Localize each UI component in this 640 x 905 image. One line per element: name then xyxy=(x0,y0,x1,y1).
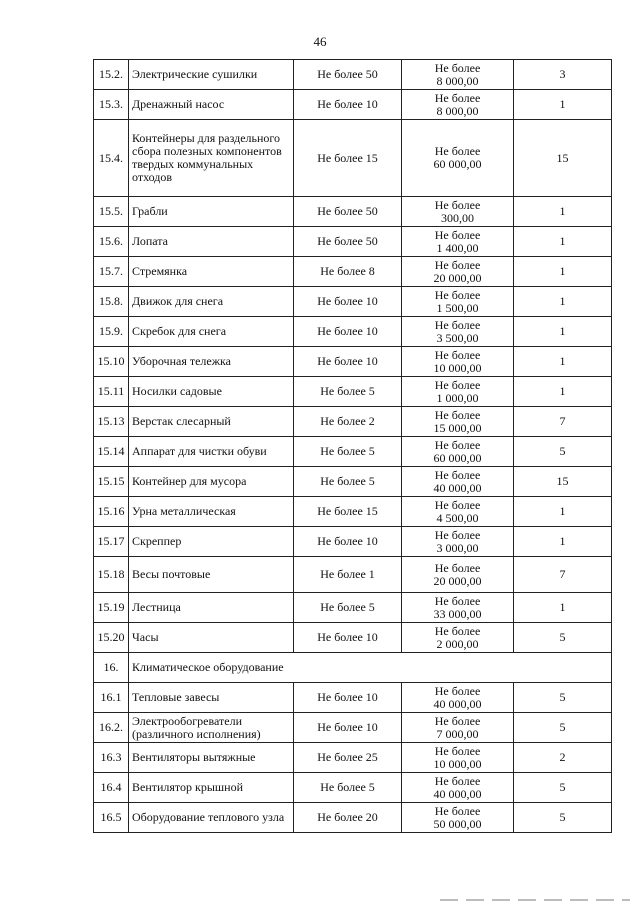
item-service-life: 1 xyxy=(514,197,612,227)
price-value: 7 000,00 xyxy=(436,726,479,741)
row-number: 16.1 xyxy=(94,683,129,713)
item-price xyxy=(402,593,514,623)
item-name: Часы xyxy=(129,623,294,653)
item-price xyxy=(402,683,514,713)
price-limit-label: Не более xyxy=(434,560,481,575)
item-service-life: 15 xyxy=(514,120,612,197)
item-price xyxy=(402,437,514,467)
item-quantity: Не более 25 xyxy=(294,743,402,773)
price-value: 40 000,00 xyxy=(433,696,482,711)
row-number: 16.2. xyxy=(94,713,129,743)
item-quantity: Не более 10 xyxy=(294,287,402,317)
table-row xyxy=(94,803,612,833)
row-number: 15.4. xyxy=(94,120,129,197)
item-quantity: Не более 5 xyxy=(294,773,402,803)
row-number: 15.3. xyxy=(94,90,129,120)
price-limit-label: Не более xyxy=(434,317,481,332)
item-service-life: 1 xyxy=(514,317,612,347)
item-service-life: 5 xyxy=(514,623,612,653)
table-row xyxy=(94,713,612,743)
item-service-life: 5 xyxy=(514,803,612,833)
table-row xyxy=(94,407,612,437)
item-quantity: Не более 15 xyxy=(294,497,402,527)
item-service-life: 1 xyxy=(514,347,612,377)
item-quantity: Не более 5 xyxy=(294,467,402,497)
price-value: 20 000,00 xyxy=(433,573,482,588)
row-number: 15.9. xyxy=(94,317,129,347)
price-limit-label: Не более xyxy=(434,144,481,158)
item-quantity: Не более 10 xyxy=(294,90,402,120)
item-service-life: 7 xyxy=(514,557,612,593)
item-quantity: Не более 8 xyxy=(294,257,402,287)
price-value: 60 000,00 xyxy=(433,450,482,465)
item-name: Верстак слесарный xyxy=(129,407,294,437)
price-value: 50 000,00 xyxy=(433,816,482,831)
price-limit-label: Не более xyxy=(434,257,481,272)
price-value: 10 000,00 xyxy=(433,756,482,771)
item-name: Оборудование теплового узла xyxy=(129,803,294,833)
item-service-life: 1 xyxy=(514,90,612,120)
item-price xyxy=(402,467,514,497)
table-row xyxy=(94,227,612,257)
price-value: 40 000,00 xyxy=(433,480,482,495)
item-name: Контейнер для мусора xyxy=(129,467,294,497)
item-price xyxy=(402,773,514,803)
price-limit-label: Не более xyxy=(434,683,481,698)
item-name: Аппарат для чистки обуви xyxy=(129,437,294,467)
item-name: Носилки садовые xyxy=(129,377,294,407)
price-limit-label: Не более xyxy=(434,287,481,302)
row-number: 15.15 xyxy=(94,467,129,497)
price-value: 8 000,00 xyxy=(436,103,479,118)
table-row xyxy=(94,593,612,623)
price-limit-label: Не более xyxy=(434,527,481,542)
row-number: 15.5. xyxy=(94,197,129,227)
item-quantity: Не более 50 xyxy=(294,197,402,227)
item-price xyxy=(402,120,514,197)
price-value: 40 000,00 xyxy=(433,786,482,801)
item-quantity: Не более 15 xyxy=(294,120,402,197)
row-number: 15.6. xyxy=(94,227,129,257)
item-name: Электрообогреватели (различного исполнения) xyxy=(129,713,294,743)
item-quantity: Не более 10 xyxy=(294,683,402,713)
table-row xyxy=(94,497,612,527)
row-number: 15.16 xyxy=(94,497,129,527)
price-value: 3 500,00 xyxy=(436,330,479,345)
item-name: Стремянка xyxy=(129,257,294,287)
item-price xyxy=(402,713,514,743)
row-number: 15.11 xyxy=(94,377,129,407)
table-row xyxy=(94,317,612,347)
price-limit-label: Не более xyxy=(434,377,481,392)
price-limit-label: Не более xyxy=(434,773,481,788)
item-quantity: Не более 5 xyxy=(294,593,402,623)
price-value: 15 000,00 xyxy=(433,420,482,435)
table-row xyxy=(94,743,612,773)
table-row xyxy=(94,527,612,557)
item-price xyxy=(402,287,514,317)
item-service-life: 1 xyxy=(514,497,612,527)
item-price xyxy=(402,407,514,437)
scan-artifact-marks xyxy=(440,899,630,901)
item-price xyxy=(402,557,514,593)
item-quantity: Не более 10 xyxy=(294,713,402,743)
item-quantity: Не более 20 xyxy=(294,803,402,833)
price-value: 8 000,00 xyxy=(436,73,479,88)
item-service-life: 3 xyxy=(514,60,612,90)
price-value: 1 500,00 xyxy=(436,300,479,315)
row-number: 15.7. xyxy=(94,257,129,287)
table-row xyxy=(94,257,612,287)
price-limit-label: Не более xyxy=(434,227,481,242)
item-service-life: 1 xyxy=(514,593,612,623)
item-service-life: 1 xyxy=(514,287,612,317)
item-price xyxy=(402,347,514,377)
item-name: Дренажный насос xyxy=(129,90,294,120)
table-row xyxy=(94,197,612,227)
item-price xyxy=(402,90,514,120)
row-number: 15.14 xyxy=(94,437,129,467)
price-limit-label: Не более xyxy=(434,497,481,512)
price-limit-label: Не более xyxy=(434,593,481,608)
item-price xyxy=(402,317,514,347)
price-value: 2 000,00 xyxy=(436,636,479,651)
item-service-life: 7 xyxy=(514,407,612,437)
item-quantity: Не более 5 xyxy=(294,377,402,407)
row-number: 16.3 xyxy=(94,743,129,773)
item-quantity: Не более 2 xyxy=(294,407,402,437)
page-number: 46 xyxy=(313,34,327,49)
table-row xyxy=(94,467,612,497)
row-number: 15.2. xyxy=(94,60,129,90)
price-limit-label: Не более xyxy=(434,467,481,482)
row-number: 15.19 xyxy=(94,593,129,623)
item-price xyxy=(402,527,514,557)
item-name: Вентилятор крышной xyxy=(129,773,294,803)
price-value: 1 400,00 xyxy=(436,240,479,255)
row-number: 16.5 xyxy=(94,803,129,833)
item-quantity: Не более 5 xyxy=(294,437,402,467)
item-quantity: Не более 1 xyxy=(294,557,402,593)
table-row xyxy=(94,120,612,197)
item-service-life: 5 xyxy=(514,683,612,713)
item-price xyxy=(402,60,514,90)
price-limit-label: Не более xyxy=(434,713,481,728)
row-number: 15.20 xyxy=(94,623,129,653)
price-value: 1 000,00 xyxy=(436,390,479,405)
price-limit-label: Не более xyxy=(434,197,481,212)
table-row xyxy=(94,377,612,407)
item-service-life: 15 xyxy=(514,467,612,497)
price-value: 10 000,00 xyxy=(433,360,482,375)
item-quantity: Не более 10 xyxy=(294,527,402,557)
item-name: Электрические сушилки xyxy=(129,60,294,90)
row-number: 15.8. xyxy=(94,287,129,317)
price-limit-label: Не более xyxy=(434,60,481,75)
item-service-life: 1 xyxy=(514,227,612,257)
item-service-life: 2 xyxy=(514,743,612,773)
item-name: Скреппер xyxy=(129,527,294,557)
price-limit-label: Не более xyxy=(434,623,481,638)
section-title: Климатическое оборудование xyxy=(129,653,612,683)
item-name: Контейнеры для раздельного сбора полезных компонентов твердых коммунальных отходов xyxy=(129,120,294,197)
item-price xyxy=(402,257,514,287)
item-service-life: 5 xyxy=(514,773,612,803)
item-name: Вентиляторы вытяжные xyxy=(129,743,294,773)
price-value: 20 000,00 xyxy=(433,270,482,285)
item-name: Скребок для снега xyxy=(129,317,294,347)
item-name: Уборочная тележка xyxy=(129,347,294,377)
item-quantity: Не более 10 xyxy=(294,317,402,347)
price-value: 33 000,00 xyxy=(433,606,482,621)
row-number: 15.13 xyxy=(94,407,129,437)
item-price xyxy=(402,623,514,653)
item-price xyxy=(402,227,514,257)
table-row xyxy=(94,623,612,653)
item-price xyxy=(402,497,514,527)
item-name: Весы почтовые xyxy=(129,557,294,593)
table-row xyxy=(94,90,612,120)
table-row xyxy=(94,773,612,803)
item-service-life: 1 xyxy=(514,257,612,287)
item-service-life: 1 xyxy=(514,377,612,407)
row-number: 16. xyxy=(94,653,129,683)
item-price xyxy=(402,377,514,407)
price-limit-label: Не более xyxy=(434,90,481,105)
item-name: Лопата xyxy=(129,227,294,257)
table-row xyxy=(94,287,612,317)
price-value: 3 000,00 xyxy=(436,540,479,555)
item-price xyxy=(402,803,514,833)
row-number: 15.17 xyxy=(94,527,129,557)
price-limit-label: Не более xyxy=(434,407,481,422)
item-quantity: Не более 50 xyxy=(294,227,402,257)
table-row xyxy=(94,437,612,467)
table-body xyxy=(94,60,612,833)
item-name: Урна металлическая xyxy=(129,497,294,527)
row-number: 15.10 xyxy=(94,347,129,377)
item-name: Тепловые завесы xyxy=(129,683,294,713)
table-row xyxy=(94,60,612,90)
item-quantity: Не более 50 xyxy=(294,60,402,90)
table-row xyxy=(94,347,612,377)
item-service-life: 1 xyxy=(514,527,612,557)
price-value: 300,00 xyxy=(441,210,474,225)
row-number: 16.4 xyxy=(94,773,129,803)
item-quantity: Не более 10 xyxy=(294,623,402,653)
item-price xyxy=(402,197,514,227)
section-row xyxy=(94,653,612,683)
item-price xyxy=(402,743,514,773)
item-name: Лестница xyxy=(129,593,294,623)
item-name: Движок для снега xyxy=(129,287,294,317)
price-value: 60 000,00 xyxy=(433,157,482,171)
table-row xyxy=(94,557,612,593)
table-row xyxy=(94,683,612,713)
item-quantity: Не более 10 xyxy=(294,347,402,377)
item-service-life: 5 xyxy=(514,713,612,743)
item-service-life: 5 xyxy=(514,437,612,467)
item-name: Грабли xyxy=(129,197,294,227)
price-limit-label: Не более xyxy=(434,803,481,818)
equipment-table xyxy=(93,59,612,833)
price-limit-label: Не более xyxy=(434,347,481,362)
price-value: 4 500,00 xyxy=(436,510,479,525)
price-limit-label: Не более xyxy=(434,743,481,758)
row-number: 15.18 xyxy=(94,557,129,593)
price-limit-label: Не более xyxy=(434,437,481,452)
